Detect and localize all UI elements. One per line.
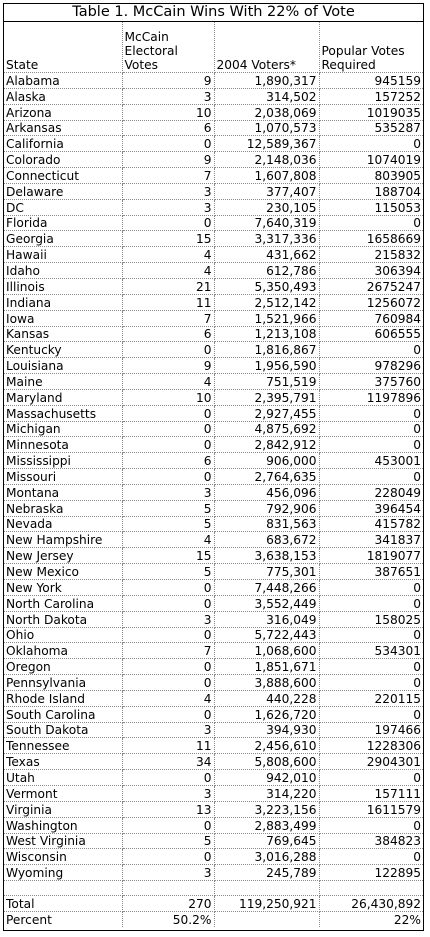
table-row: [4, 73, 423, 89]
table-row: [4, 453, 423, 469]
popular-votes-required-cell: 157252: [319, 88, 423, 104]
state-cell: Texas: [4, 754, 122, 770]
table-row: [4, 801, 423, 817]
state-cell: Kentucky: [4, 342, 122, 358]
popular-votes-required-cell: 22%: [393, 912, 421, 927]
table-row: [4, 421, 423, 437]
header-electoral-votes: McCain Electoral Votes: [122, 22, 214, 73]
voters-2004-cell: 316,049: [214, 611, 319, 627]
table-row: [4, 199, 423, 215]
table-row: [4, 469, 423, 485]
electoral-votes-cell: 15: [122, 548, 214, 564]
voters-2004-cell: 4,875,692: [214, 421, 319, 437]
table-row: [4, 136, 423, 152]
popular-votes-required-cell: 415782: [319, 516, 423, 532]
table-row: [4, 405, 423, 421]
header-popular-votes-required: Popular Votes Required: [319, 22, 423, 73]
electoral-votes-cell: 0: [122, 437, 214, 453]
blank-row: [4, 881, 423, 896]
table-row: [4, 326, 423, 342]
electoral-votes-cell: 7: [122, 168, 214, 184]
data-table: [4, 22, 423, 927]
popular-votes-required-cell: 0: [319, 627, 423, 643]
popular-votes-required-cell: 1256072: [319, 294, 423, 310]
popular-votes-required-cell: 2904301: [319, 754, 423, 770]
state-cell: Connecticut: [4, 168, 122, 184]
voters-2004-cell: 2,842,912: [214, 437, 319, 453]
state-cell: West Virginia: [4, 833, 122, 849]
voters-2004-cell: 683,672: [214, 532, 319, 548]
state-cell: Vermont: [4, 785, 122, 801]
voters-2004-cell: 5,808,600: [214, 754, 319, 770]
state-cell: Arizona: [4, 104, 122, 120]
voters-2004-cell: 3,016,288: [214, 849, 319, 865]
popular-votes-required-cell: 115053: [319, 199, 423, 215]
popular-votes-required-cell: 396454: [319, 500, 423, 516]
popular-votes-required-cell: 341837: [319, 532, 423, 548]
header-row: [4, 22, 423, 73]
voters-2004-cell: 2,395,791: [214, 389, 319, 405]
voters-2004-cell: 769,645: [214, 833, 319, 849]
table-row: [4, 580, 423, 596]
table-row: [4, 263, 423, 279]
voters-2004-cell: 2,927,455: [214, 405, 319, 421]
voters-2004-cell: 942,010: [214, 770, 319, 786]
table-row: [4, 675, 423, 691]
state-cell: Maine: [4, 374, 122, 390]
voters-2004-cell: 7,640,319: [214, 215, 319, 231]
voters-2004-cell: 230,105: [214, 199, 319, 215]
state-cell: California: [4, 136, 122, 152]
popular-votes-required-cell: 1074019: [319, 152, 423, 168]
voters-2004-cell: 3,888,600: [214, 675, 319, 691]
voters-2004-cell: 431,662: [214, 247, 319, 263]
state-cell: Utah: [4, 770, 122, 786]
state-cell: North Dakota: [4, 611, 122, 627]
popular-votes-required-cell: 803905: [319, 168, 423, 184]
electoral-votes-cell: 0: [122, 627, 214, 643]
table-row: [4, 342, 423, 358]
table-row: [4, 627, 423, 643]
voters-2004-cell: 5,350,493: [214, 278, 319, 294]
electoral-votes-cell: 0: [122, 421, 214, 437]
state-cell: Michigan: [4, 421, 122, 437]
table-row: [4, 817, 423, 833]
electoral-votes-cell: 9: [122, 152, 214, 168]
electoral-votes-cell: 3: [122, 484, 214, 500]
popular-votes-required-cell: 306394: [319, 263, 423, 279]
popular-votes-required-cell: 0: [319, 405, 423, 421]
state-cell: Rhode Island: [4, 690, 122, 706]
table-row: [4, 152, 423, 168]
electoral-votes-cell: 270: [122, 896, 214, 912]
popular-votes-required-cell: 1228306: [319, 738, 423, 754]
electoral-votes-cell: 0: [122, 580, 214, 596]
electoral-votes-cell: 11: [122, 738, 214, 754]
voters-2004-cell: 5,722,443: [214, 627, 319, 643]
electoral-votes-cell: 0: [122, 405, 214, 421]
table-row: [4, 231, 423, 247]
electoral-votes-cell: 6: [122, 326, 214, 342]
table-row: [4, 358, 423, 374]
voters-2004-cell: 612,786: [214, 263, 319, 279]
popular-votes-required-cell: 197466: [319, 722, 423, 738]
state-cell: Massachusetts: [4, 405, 122, 421]
table-row: [4, 500, 423, 516]
table-body: [4, 22, 423, 927]
state-cell: Tennessee: [4, 738, 122, 754]
electoral-votes-cell: 3: [122, 199, 214, 215]
state-cell: Ohio: [4, 627, 122, 643]
electoral-votes-cell: 0: [122, 659, 214, 675]
voters-2004-cell: 3,223,156: [214, 801, 319, 817]
state-cell: Florida: [4, 215, 122, 231]
table-row: [4, 643, 423, 659]
state-cell: New Jersey: [4, 548, 122, 564]
popular-votes-required-cell: 978296: [319, 358, 423, 374]
state-cell: North Carolina: [4, 595, 122, 611]
electoral-votes-cell: 13: [122, 801, 214, 817]
voters-2004-cell: 1,068,600: [214, 643, 319, 659]
electoral-votes-cell: 4: [122, 532, 214, 548]
popular-votes-required-cell: 384823: [319, 833, 423, 849]
popular-votes-required-cell: 188704: [319, 183, 423, 199]
electoral-votes-cell: 0: [122, 342, 214, 358]
electoral-votes-cell: 5: [122, 564, 214, 580]
state-cell: South Carolina: [4, 706, 122, 722]
voters-2004-cell: 1,890,317: [214, 73, 319, 89]
state-cell: Oregon: [4, 659, 122, 675]
voters-2004-cell: 119,250,921: [214, 896, 319, 912]
electoral-votes-cell: 10: [122, 104, 214, 120]
voters-2004-cell: 3,552,449: [214, 595, 319, 611]
state-cell: Arkansas: [4, 120, 122, 136]
popular-votes-required-cell: 0: [319, 469, 423, 485]
table-row: [4, 770, 423, 786]
popular-votes-required-cell: 0: [319, 849, 423, 865]
electoral-votes-cell: 3: [122, 785, 214, 801]
state-cell: Missouri: [4, 469, 122, 485]
state-cell: New York: [4, 580, 122, 596]
state-cell: Delaware: [4, 183, 122, 199]
electoral-votes-cell: 0: [122, 675, 214, 691]
electoral-votes-cell: 9: [122, 73, 214, 89]
table-row: [4, 785, 423, 801]
electoral-votes-cell: 3: [122, 88, 214, 104]
voters-2004-cell: 1,816,867: [214, 342, 319, 358]
table-row: [4, 484, 423, 500]
table-row: [4, 389, 423, 405]
state-cell: Illinois: [4, 278, 122, 294]
voters-2004-cell: 792,906: [214, 500, 319, 516]
voters-2004-cell: 7,448,266: [214, 580, 319, 596]
popular-votes-required-cell: 0: [319, 437, 423, 453]
voters-2004-cell: 2,038,069: [214, 104, 319, 120]
electoral-votes-cell: 34: [122, 754, 214, 770]
voters-2004-cell: 12,589,367: [214, 136, 319, 152]
state-cell: Virginia: [4, 801, 122, 817]
state-cell: South Dakota: [4, 722, 122, 738]
table-row: [4, 833, 423, 849]
popular-votes-required-cell: 0: [319, 595, 423, 611]
popular-votes-required-cell: 760984: [319, 310, 423, 326]
electoral-votes-cell: 3: [122, 611, 214, 627]
state-cell: Total: [4, 896, 122, 912]
voters-2004-cell: 906,000: [214, 453, 319, 469]
table-row: [4, 183, 423, 199]
state-cell: DC: [4, 199, 122, 215]
popular-votes-required-cell: 453001: [319, 453, 423, 469]
electoral-votes-cell: [122, 881, 214, 896]
electoral-votes-cell: 6: [122, 120, 214, 136]
electoral-votes-cell: 0: [122, 136, 214, 152]
popular-votes-required-cell: 26,430,892: [319, 896, 423, 912]
electoral-votes-cell: 5: [122, 500, 214, 516]
state-cell: New Hampshire: [4, 532, 122, 548]
voters-2004-cell: 456,096: [214, 484, 319, 500]
table-row: [4, 754, 423, 770]
voters-2004-cell: [214, 881, 319, 896]
popular-votes-required-cell: 0: [319, 659, 423, 675]
voters-2004-cell: 751,519: [214, 374, 319, 390]
spreadsheet-table: [3, 3, 424, 931]
popular-votes-required-cell: 0: [319, 342, 423, 358]
header-state: State: [4, 22, 122, 73]
electoral-votes-cell: 0: [122, 706, 214, 722]
voters-2004-cell: 775,301: [214, 564, 319, 580]
voters-2004-cell: 314,502: [214, 88, 319, 104]
state-cell: New Mexico: [4, 564, 122, 580]
table-row: [4, 722, 423, 738]
voters-2004-cell: 2,148,036: [214, 152, 319, 168]
table-row: [4, 564, 423, 580]
table-title: Table 1. McCain Wins With 22% of Vote: [4, 4, 423, 22]
voters-2004-cell: 3,638,153: [214, 548, 319, 564]
table-row: [4, 247, 423, 263]
table-row: [4, 516, 423, 532]
popular-votes-required-cell: 534301: [319, 643, 423, 659]
popular-votes-required-cell: 945159: [319, 73, 423, 89]
state-cell: Colorado: [4, 152, 122, 168]
electoral-votes-cell: 7: [122, 643, 214, 659]
electoral-votes-cell: 4: [122, 374, 214, 390]
popular-votes-required-cell: 157111: [319, 785, 423, 801]
popular-votes-required-cell: 1611579: [319, 801, 423, 817]
voters-2004-cell: 1,956,590: [214, 358, 319, 374]
table-row: [4, 690, 423, 706]
popular-votes-required-cell: 1019035: [319, 104, 423, 120]
popular-votes-required-cell: 215832: [319, 247, 423, 263]
state-cell: Mississippi: [4, 453, 122, 469]
electoral-votes-cell: 4: [122, 247, 214, 263]
state-cell: Georgia: [4, 231, 122, 247]
popular-votes-required-cell: 387651: [319, 564, 423, 580]
table-row: [4, 659, 423, 675]
voters-2004-cell: 2,883,499: [214, 817, 319, 833]
electoral-votes-cell: 7: [122, 310, 214, 326]
table-row: [4, 849, 423, 865]
state-cell: Oklahoma: [4, 643, 122, 659]
popular-votes-required-cell: 0: [319, 675, 423, 691]
popular-votes-required-cell: 0: [319, 421, 423, 437]
state-cell: Iowa: [4, 310, 122, 326]
state-cell: Indiana: [4, 294, 122, 310]
popular-votes-required-cell: 1197896: [319, 389, 423, 405]
popular-votes-required-cell: [319, 881, 423, 896]
popular-votes-required-cell: 1658669: [319, 231, 423, 247]
table-row: [4, 294, 423, 310]
electoral-votes-cell: 3: [122, 722, 214, 738]
voters-2004-cell: 440,228: [214, 690, 319, 706]
table-row: [4, 595, 423, 611]
state-cell: Nevada: [4, 516, 122, 532]
voters-2004-cell: 2,512,142: [214, 294, 319, 310]
popular-votes-required-cell: 0: [319, 817, 423, 833]
popular-votes-required-cell: 1819077: [319, 548, 423, 564]
table-row: [4, 865, 423, 881]
table-row: [4, 215, 423, 231]
electoral-votes-cell: 5: [122, 516, 214, 532]
popular-votes-required-cell: 0: [319, 215, 423, 231]
voters-2004-cell: 394,930: [214, 722, 319, 738]
popular-votes-required-cell: 0: [319, 706, 423, 722]
voters-2004-cell: 831,563: [214, 516, 319, 532]
voters-2004-cell: 1,626,720: [214, 706, 319, 722]
table-row: [4, 120, 423, 136]
electoral-votes-cell: 4: [122, 690, 214, 706]
electoral-votes-cell: 15: [122, 231, 214, 247]
state-cell: Percent: [4, 911, 122, 926]
table-row: [4, 278, 423, 294]
state-cell: Idaho: [4, 263, 122, 279]
popular-votes-required-cell: 122895: [319, 865, 423, 881]
state-cell: Hawaii: [4, 247, 122, 263]
state-cell: Wyoming: [4, 865, 122, 881]
electoral-votes-cell: 0: [122, 817, 214, 833]
popular-votes-required-cell: 2675247: [319, 278, 423, 294]
table-row: [4, 374, 423, 390]
popular-votes-required-cell: 158025: [319, 611, 423, 627]
state-cell: Montana: [4, 484, 122, 500]
voters-2004-cell: 2,456,610: [214, 738, 319, 754]
state-cell: [4, 881, 122, 896]
header-2004-voters: 2004 Voters*: [214, 22, 319, 73]
voters-2004-cell: 1,213,108: [214, 326, 319, 342]
voters-2004-cell: 377,407: [214, 183, 319, 199]
state-cell: Pennsylvania: [4, 675, 122, 691]
popular-votes-required-cell: 375760: [319, 374, 423, 390]
voters-2004-cell: [214, 911, 319, 926]
table-row: [4, 532, 423, 548]
table-row: [4, 548, 423, 564]
voters-2004-cell: 1,607,808: [214, 168, 319, 184]
electoral-votes-cell: 9: [122, 358, 214, 374]
popular-votes-required-cell: 0: [319, 580, 423, 596]
electoral-votes-cell: 3: [122, 183, 214, 199]
electoral-votes-cell: 11: [122, 294, 214, 310]
electoral-votes-cell: 0: [122, 469, 214, 485]
total-row: [4, 896, 423, 912]
electoral-votes-cell: 50.2%: [122, 911, 214, 926]
electoral-votes-cell: 0: [122, 849, 214, 865]
state-cell: Nebraska: [4, 500, 122, 516]
electoral-votes-cell: 3: [122, 865, 214, 881]
electoral-votes-cell: 5: [122, 833, 214, 849]
voters-2004-cell: 1,070,573: [214, 120, 319, 136]
state-cell: Kansas: [4, 326, 122, 342]
voters-2004-cell: 1,851,671: [214, 659, 319, 675]
state-cell: Wisconsin: [4, 849, 122, 865]
electoral-votes-cell: 6: [122, 453, 214, 469]
state-cell: Louisiana: [4, 358, 122, 374]
table-row: [4, 310, 423, 326]
electoral-votes-cell: 0: [122, 595, 214, 611]
popular-votes-required-cell: 220115: [319, 690, 423, 706]
popular-votes-required-cell: 228049: [319, 484, 423, 500]
state-cell: Alaska: [4, 88, 122, 104]
popular-votes-required-cell: 606555: [319, 326, 423, 342]
state-cell: Alabama: [4, 73, 122, 89]
table-row: [4, 738, 423, 754]
electoral-votes-cell: 0: [122, 215, 214, 231]
electoral-votes-cell: 4: [122, 263, 214, 279]
voters-2004-cell: 1,521,966: [214, 310, 319, 326]
state-cell: Washington: [4, 817, 122, 833]
voters-2004-cell: 245,789: [214, 865, 319, 881]
voters-2004-cell: 3,317,336: [214, 231, 319, 247]
table-row: [4, 88, 423, 104]
electoral-votes-cell: 21: [122, 278, 214, 294]
popular-votes-required-cell: 0: [319, 136, 423, 152]
table-row: [4, 706, 423, 722]
state-cell: Minnesota: [4, 437, 122, 453]
voters-2004-cell: 314,220: [214, 785, 319, 801]
electoral-votes-cell: 10: [122, 389, 214, 405]
table-row: [4, 104, 423, 120]
popular-votes-required-cell: 535287: [319, 120, 423, 136]
state-cell: Maryland: [4, 389, 122, 405]
table-row: [4, 611, 423, 627]
electoral-votes-cell: 0: [122, 770, 214, 786]
percent-row: [4, 911, 423, 926]
table-row: [4, 168, 423, 184]
voters-2004-cell: 2,764,635: [214, 469, 319, 485]
table-row: [4, 437, 423, 453]
popular-votes-required-cell: 0: [319, 770, 423, 786]
